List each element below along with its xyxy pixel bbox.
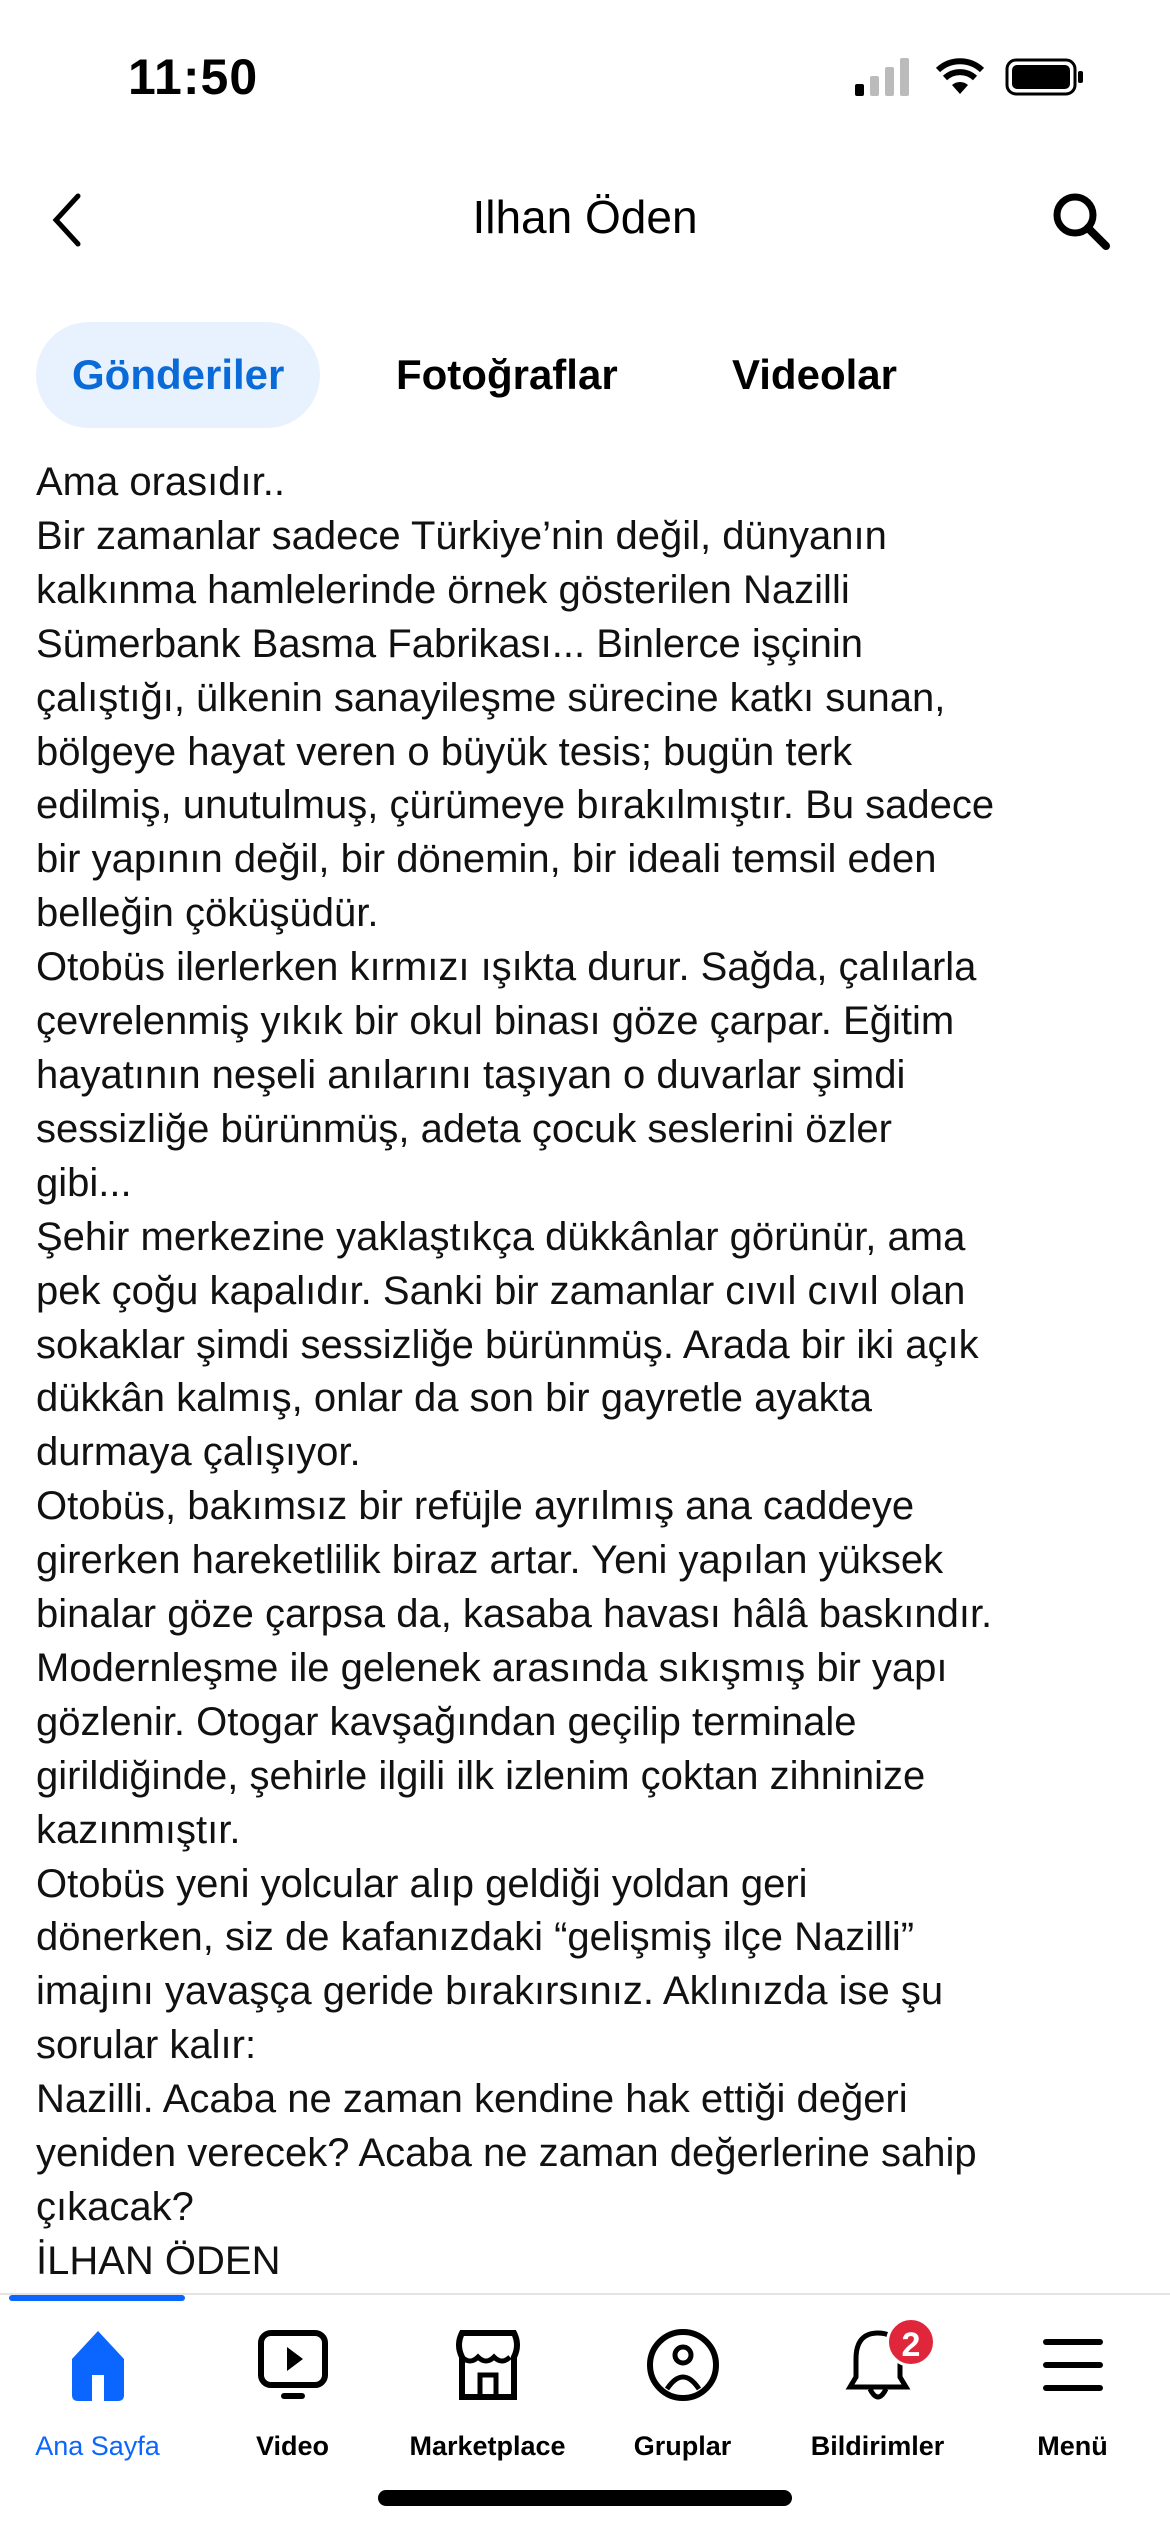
tab-posts[interactable]: Gönderiler: [36, 322, 320, 428]
nav-groups[interactable]: [585, 2325, 780, 2462]
battery-icon: [1005, 58, 1085, 98]
nav-home[interactable]: [0, 2325, 195, 2462]
post-line: İLHAN ÖDEN: [36, 2238, 281, 2283]
post-line: edilmiş, unutulmuş, çürümeye bırakılmıştır. Bu sadece: [36, 783, 995, 828]
post-line: yeniden verecek? Acaba ne zaman değerlerine sahip: [36, 2131, 977, 2176]
post-line: pek çoğu kapalıdır. Sanki bir zamanlar cıvıl cıvıl olan: [36, 1268, 966, 1313]
post-line: hayatının neşeli anılarını taşıyan o duvarlar şimdi: [36, 1052, 906, 1097]
post-line: durmaya çalışıyor.: [36, 1430, 361, 1475]
tab-videos[interactable]: Videolar: [732, 351, 897, 398]
post-line: Modernleşme ile gelenek arasında sıkışmış bir yapı: [36, 1645, 948, 1690]
wifi-icon: [935, 58, 985, 96]
page-title: Ilhan Öden: [472, 191, 698, 243]
post-line: çıkacak?: [36, 2185, 194, 2229]
post-line: Otobüs, bakımsız bir refüjle ayrılmış ana caddeye: [36, 1484, 915, 1529]
post-line: sokaklar şimdi sessizliğe bürünmüş. Arada bir iki açık: [36, 1322, 979, 1367]
post-line: bir yapının değil, bir dönemin, bir ideali temsil eden: [36, 837, 937, 882]
video-icon: [253, 2325, 333, 2405]
post-line: binalar göze çarpsa da, kasaba havası hâlâ baskındır.: [36, 1592, 993, 1637]
post-line: bölgeye hayat veren o büyük tesis; bugün terk: [36, 729, 853, 774]
post-line: Şehir merkezine yaklaştıkça dükkânlar görünür, ama: [36, 1214, 966, 1259]
post-line: Otobüs ilerlerken kırmızı ışıkta durur. Sağda, çalılarla: [36, 945, 977, 990]
post-line: çevrelenmiş yıkık bir okul binası göze çarpar. Eğitim: [36, 999, 955, 1044]
post-line: sorular kalır:: [36, 2023, 257, 2068]
nav-label: Menü: [1037, 2431, 1108, 2461]
search-icon[interactable]: [1050, 190, 1112, 252]
post-line: imajını yavaşça geride bırakırsınız. Aklınızda ise şu: [36, 1969, 944, 2014]
post-line: dükkân kalmış, onlar da son bir gayretle ayakta: [36, 1376, 872, 1421]
post-line: belleğin çöküşüdür.: [36, 891, 379, 936]
nav-label: Marketplace: [409, 2431, 566, 2461]
post-text: [36, 456, 994, 2289]
nav-menu[interactable]: [975, 2325, 1170, 2462]
home-icon: [58, 2325, 138, 2405]
nav-notifications[interactable]: [780, 2325, 975, 2462]
post-line: kalkınma hamlelerinde örnek gösterilen Nazilli: [36, 567, 850, 612]
post-line: girerken hareketlilik biraz artar. Yeni yapılan yüksek: [36, 1538, 944, 1583]
nav-video[interactable]: [195, 2325, 390, 2462]
signal-icon: [855, 58, 915, 98]
post-line: sessizliğe bürünmüş, adeta çocuk seslerini özler: [36, 1106, 892, 1151]
post-line: girildiğinde, şehirle ilgili ilk izlenim çoktan zihninize: [36, 1753, 926, 1798]
nav-marketplace[interactable]: [390, 2325, 585, 2462]
post-line: Sümerbank Basma Fabrikası... Binlerce işçinin: [36, 621, 863, 666]
groups-icon: [643, 2325, 723, 2405]
post-line: Nazilli. Acaba ne zaman kendine hak ettiği değeri: [36, 2077, 908, 2122]
post-line: gibi...: [36, 1160, 132, 1205]
post-line: Ama orasıdır..: [36, 460, 285, 504]
menu-icon: [1033, 2325, 1113, 2405]
status-time: 11:50: [128, 49, 259, 105]
post-line: dönerken, siz de kafanızdaki “gelişmiş ilçe Nazilli”: [36, 1915, 915, 1960]
post-line: çalıştığı, ülkenin sanayileşme sürecine katkı sunan,: [36, 675, 946, 720]
home-indicator: [378, 2490, 792, 2506]
tab-photos[interactable]: Fotoğraflar: [396, 351, 618, 398]
nav-label: Ana Sayfa: [35, 2431, 160, 2461]
notification-badge: 2: [886, 2317, 936, 2367]
post-line: kazınmıştır.: [36, 1807, 241, 1852]
nav-label: Video: [255, 2431, 330, 2461]
marketplace-icon: [448, 2325, 528, 2405]
nav-label: Bildirimler: [810, 2431, 945, 2461]
post-line: Bir zamanlar sadece Türkiye’nin değil, dünyanın: [36, 513, 887, 558]
post-line: gözlenir. Otogar kavşağından geçilip terminale: [36, 1699, 857, 1744]
nav-label: Gruplar: [633, 2431, 732, 2461]
post-line: Otobüs yeni yolcular alıp geldiği yoldan geri: [36, 1861, 808, 1906]
